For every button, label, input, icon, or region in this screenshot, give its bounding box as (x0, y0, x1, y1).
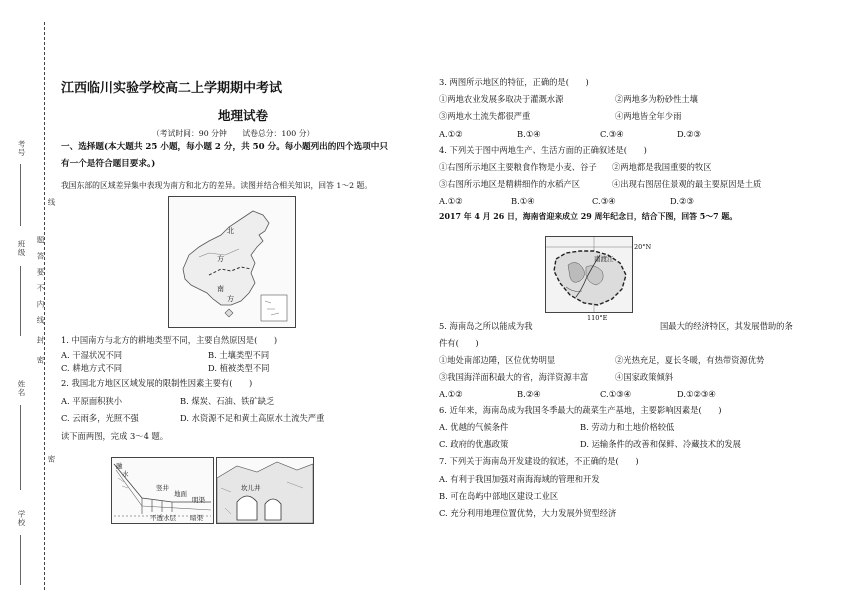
diagram-label: 融 (116, 462, 123, 470)
option: A. 平原面积狭小 (61, 396, 123, 406)
choice: A.①② (439, 389, 463, 399)
school-line (20, 535, 21, 585)
intro-text: 我国东部的区域差异集中表现为南方和北方的差异。读图并结合相关知识，回答 1～2 题。 (61, 181, 373, 190)
option: ④出现右图居住景观的最主要原因是土质 (612, 179, 762, 189)
option: C. 政府的优惠政策 (439, 439, 509, 449)
intro-text: 2017 年 4 月 26 日，海南省迎来成立 29 周年纪念日，结合下图，回答 5～7 题。 (439, 212, 738, 221)
option: ②两地都是我国重要的牧区 (612, 162, 712, 172)
school-label: 学校 (17, 510, 26, 527)
question-stem: 2. 我国北方地区区域发展的限制性因素主要有( ) (61, 378, 253, 388)
class-label: 班级 (17, 240, 26, 257)
question-stem: 3. 两图所示地区的特征，正确的是( ) (439, 77, 589, 87)
subject-title: 地理试卷 (218, 108, 269, 123)
map-label: 方 (217, 255, 224, 263)
choice: D.①②③④ (677, 389, 716, 399)
diagram-label: 水 (122, 470, 129, 478)
question-stem: 5. 海南岛之所以能成为我 (439, 321, 533, 331)
seal-char: 密 (36, 356, 45, 365)
china-map-figure (168, 196, 296, 328)
karez-diagram (111, 457, 214, 524)
map-label: 110°E (587, 314, 608, 322)
map-label: 南渡江 (594, 255, 614, 263)
option: ②光热充足，夏长冬暖，有热带资源优势 (615, 355, 765, 365)
intro-text: 读下面两图，完成 3～4 题。 (61, 431, 169, 441)
china-map (169, 197, 295, 327)
seal-char: 封 (36, 336, 45, 345)
diagram-label: 明渠 (192, 496, 205, 504)
seal-char: 要 (36, 268, 45, 277)
choice: C.③④ (592, 196, 616, 206)
choice: D.②③ (670, 196, 694, 206)
option: D. 水资源不足和黄土高原水土流失严重 (180, 413, 325, 423)
seal-char: 题 (36, 236, 45, 245)
class-line (20, 266, 21, 336)
option: ①地处南部边陲，区位优势明显 (439, 355, 556, 365)
option: C. 耕地方式不同 (61, 363, 123, 373)
seal-char: 内 (36, 300, 45, 309)
choice: A.①② (439, 129, 463, 139)
option: D. 运输条件的改善和保鲜、冷藏技术的发展 (580, 439, 741, 449)
option: A. 有利于我国加强对南海海域的管理和开发 (439, 474, 600, 484)
option: C. 充分利用地理位置优势，大力发展外贸型经济 (439, 508, 617, 518)
choice: A.①② (439, 196, 463, 206)
seal-char: 线 (36, 316, 45, 325)
option: A. 干湿状况不同 (61, 350, 123, 360)
diagram-label: 竖井 (156, 484, 169, 492)
seal-char: 答 (36, 252, 45, 261)
choice: C.③④ (600, 129, 624, 139)
diagram-label: 不透水层 (150, 514, 176, 522)
choice: B.①④ (511, 196, 535, 206)
diagram-label: 暗渠 (190, 514, 203, 522)
option: ①右图所示地区主要粮食作物是小麦、谷子 (439, 162, 597, 172)
map-label: 南 (217, 285, 224, 293)
option: B. 劳动力和土地价格较低 (580, 422, 675, 432)
choice: D.②③ (677, 129, 701, 139)
choice: B.①④ (517, 129, 541, 139)
map-label: 北 (227, 227, 234, 235)
map-label: 20°N (634, 243, 652, 251)
question-stem: 国最大的经济特区，其发展借助的条 (660, 321, 793, 331)
option: ①两地农业发展多取决于灌溉水源 (439, 94, 564, 104)
option: B. 煤炭、石油、铁矿缺乏 (180, 396, 275, 406)
option: A. 优越的气候条件 (439, 422, 509, 432)
option: B. 土壤类型不同 (208, 350, 270, 360)
diagram-label: 坎儿井 (241, 484, 261, 492)
exam-number-line (20, 164, 21, 226)
option: D. 植被类型不同 (208, 363, 270, 373)
option: ④国家政策倾斜 (615, 372, 674, 382)
seal-char: 线 (47, 198, 56, 207)
hainan-map-figure (545, 236, 633, 313)
seal-char: 不 (36, 284, 45, 293)
question-stem: 1. 中国南方与北方的耕地类型不同，主要自然原因是( ) (61, 335, 278, 345)
diagram-label: 地面 (174, 490, 187, 498)
section-heading: 有一个是符合题目要求。) (61, 159, 156, 169)
option: ④两地皆全年少雨 (615, 111, 682, 121)
option: ③两地水土流失都很严重 (439, 111, 531, 121)
name-line (20, 405, 21, 490)
exam-number-label: 考号 (17, 140, 26, 157)
option: ③右图所示地区是精耕细作的水稻产区 (439, 179, 581, 189)
option: C. 云雨多，光照不强 (61, 413, 139, 423)
question-stem: 4. 下列关于图中两地生产、生活方面的正确叙述是( ) (439, 145, 647, 155)
question-stem: 件有( ) (439, 338, 479, 348)
cave-dwelling-figure (216, 457, 314, 524)
choice: B.②④ (517, 389, 541, 399)
question-stem: 6. 近年来，海南岛成为我国冬季最大的蔬菜生产基地，主要影响因素是( ) (439, 405, 722, 415)
option: ②两地多为粉砂性土壤 (615, 94, 698, 104)
name-label: 姓名 (17, 380, 26, 397)
choice: C.①③④ (600, 389, 632, 399)
question-stem: 7. 下列关于海南岛开发建设的叙述，不正确的是( ) (439, 456, 639, 466)
map-label: 方 (227, 295, 234, 303)
option: ③我国海洋面积最大的省，海洋资源丰富 (439, 372, 589, 382)
section-heading: 一、选择题(本大题共 25 小题，每小题 2 分，共 50 分。每小题列出的四个选项中只 (61, 142, 388, 152)
option: B. 可在岛屿中部地区建设工业区 (439, 491, 559, 501)
seal-char: 密 (47, 455, 56, 464)
exam-info: （考试时间：90 分钟 试卷总分：100 分） (152, 129, 315, 138)
exam-title: 江西临川实验学校高二上学期期中考试 (61, 81, 283, 96)
